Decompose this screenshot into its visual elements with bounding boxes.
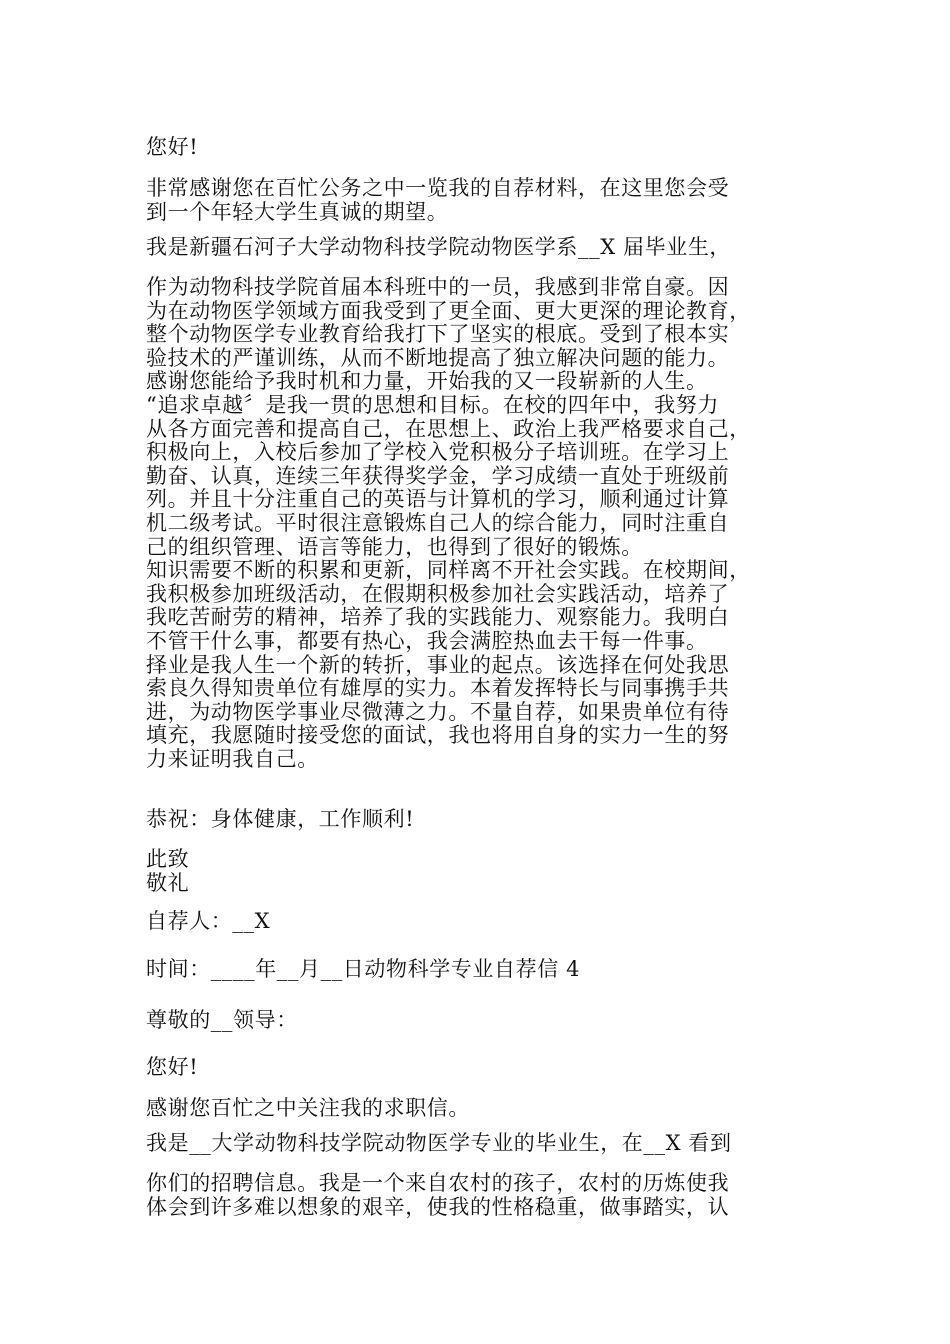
greeting-2 xyxy=(146,1056,816,1080)
text-line: 我吃苦耐劳的精神，培养了我的实践能力、观察能力。我明白 xyxy=(146,605,730,630)
closing-block xyxy=(146,848,816,895)
identity-line xyxy=(146,236,816,260)
greeting-text: 您好! xyxy=(146,135,199,159)
text-line: 索良久得知贵单位有雄厚的实力。本着发挥特长与同事携手共 xyxy=(146,676,730,701)
closing-line: 敬礼 xyxy=(146,870,190,895)
thanks-text: 感谢您百忙之中关注我的求职信。 xyxy=(146,1096,470,1120)
salutation-line xyxy=(146,1009,816,1033)
text-line: 非常感谢您在百忙公务之中一览我的自荐材料，在这里您会受 xyxy=(146,176,730,200)
identity-line-2 xyxy=(146,1132,816,1156)
text-line: 感谢您能给予我时机和力量，开始我的又一段崭新的人生。 xyxy=(146,369,708,394)
wishes-text: 恭祝：身体健康，工作顺利! xyxy=(146,807,415,831)
text-line: 验技术的严谨训练，从而不断地提高了独立解决问题的能力。 xyxy=(146,345,730,370)
greeting-text: 您好! xyxy=(146,1055,199,1079)
text-line: 从各方面完善和提高自己，在思想上、政治上我严格要求自己， xyxy=(146,416,751,441)
identity-text: 我是新疆石河子大学动物科技学院动物医学系__X 届毕业生， xyxy=(146,235,732,259)
text-line: 己的组织管理、语言等能力，也得到了很好的锻炼。 xyxy=(146,534,643,559)
identity-text: 我是__大学动物科技学院动物医学专业的毕业生，在__X 看到 xyxy=(146,1131,732,1155)
body-paragraph xyxy=(146,276,816,771)
text-line: 列。并且十分注重自己的英语与计算机的学习，顺利通过计算 xyxy=(146,487,730,512)
salutation-text: 尊敬的__领导： xyxy=(146,1008,298,1032)
body-paragraph-2 xyxy=(146,1172,816,1219)
text-line: 填充，我愿随时接受您的面试，我也将用自身的实力一生的努 xyxy=(146,723,730,748)
text-line: 不管干什么事，都要有热心，我会满腔热血去干每一件事。 xyxy=(146,628,708,653)
text-line: 体会到许多难以想象的艰辛，使我的性格稳重，做事踏实，认 xyxy=(146,1194,730,1219)
text-line: 知识需要不断的积累和更新，同样离不开社会实践。在校期间， xyxy=(146,558,751,583)
text-line: “追求卓越〞是我一贯的思想和目标。在校的四年中，我努力 xyxy=(146,392,719,417)
intro-paragraph xyxy=(146,177,816,224)
text-line: 我积极参加班级活动，在假期积极参加社会实践活动，培养了 xyxy=(146,581,730,606)
thanks-line xyxy=(146,1097,816,1121)
text-line: 为在动物医学领域方面我受到了更全面、更大更深的理论教育， xyxy=(146,298,751,323)
text-line: 进，为动物医学事业尽微薄之力。不量自荐，如果贵单位有待 xyxy=(146,699,730,724)
text-line: 机二级考试。平时很注意锻炼自己人的综合能力，同时注重自 xyxy=(146,510,730,535)
date-text: 时间：____年__月__日动物科学专业自荐信 4 xyxy=(146,957,581,981)
greeting xyxy=(146,136,816,160)
text-line: 作为动物科技学院首届本科班中的一员，我感到非常自豪。因 xyxy=(146,275,730,299)
text-line: 积极向上，入校后参加了学校入党积极分子培训班。在学习上 xyxy=(146,440,730,465)
text-line: 勤奋、认真，连续三年获得奖学金，学习成绩一直处于班级前 xyxy=(146,463,730,488)
text-line: 力来证明我自己。 xyxy=(146,746,319,771)
text-line: 到一个年轻大学生真诚的期望。 xyxy=(146,199,449,224)
signer-line xyxy=(146,910,816,934)
closing-line: 此致 xyxy=(146,847,190,871)
signer-text: 自荐人：__X xyxy=(146,909,271,933)
text-line: 你们的招聘信息。我是一个来自农村的孩子，农村的历炼使我 xyxy=(146,1171,730,1195)
text-line: 择业是我人生一个新的转折，事业的起点。该选择在何处我思 xyxy=(146,652,730,677)
wishes-line xyxy=(146,808,816,832)
date-line xyxy=(146,958,816,982)
text-line: 整个动物医学专业教育给我打下了坚实的根底。受到了根本实 xyxy=(146,322,730,347)
